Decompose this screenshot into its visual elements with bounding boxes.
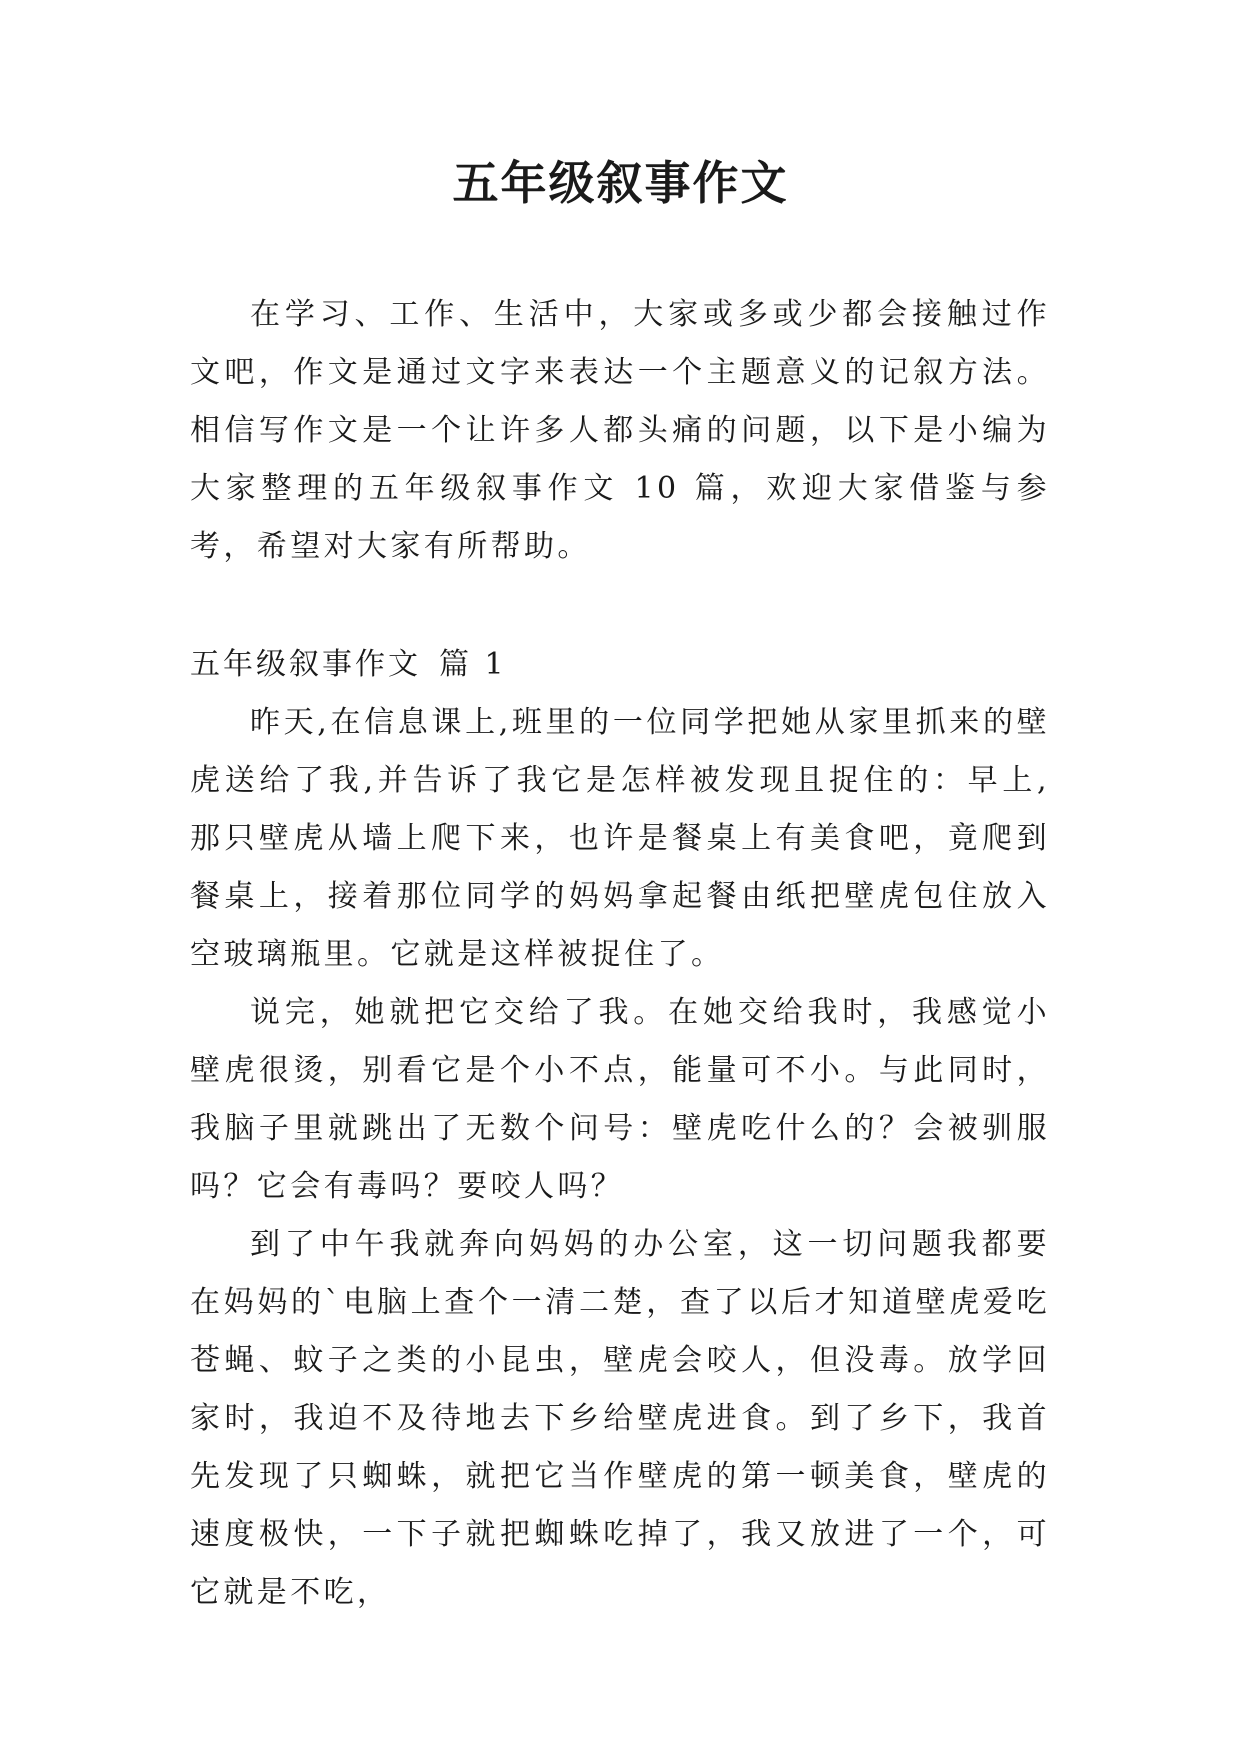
document-title: 五年级叙事作文 (452, 156, 789, 210)
section-heading-title: 五年级叙事作文 (190, 647, 421, 682)
section-paragraph-1: 昨天,在信息课上,班里的一位同学把她从家里抓来的壁虎送给了我,并告诉了我它是怎样被发现且捉住的：早上,那只壁虎从墙上爬下来，也许是餐桌上有美食吧，竟爬到餐桌上，接着那位同学的妈妈拿起餐由纸把壁虎包住放入空玻璃瓶里。它就是这样被捉住了。 (190, 705, 1050, 972)
section-heading (190, 636, 507, 694)
section-paragraph-2: 说完，她就把它交给了我。在她交给我时，我感觉小壁虎很烫，别看它是个小不点，能量可不小。与此同时，我脑子里就跳出了无数个问号：壁虎吃什么的？会被驯服吗？它会有毒吗？要咬人吗？ (190, 995, 1050, 1204)
intro-paragraph: 在学习、工作、生活中，大家或多或少都会接触过作文吧，作文是通过文字来表达一个主题意义的记叙方法。相信写作文是一个让许多人都头痛的问题，以下是小编为大家整理的五年级叙事作文 10 篇，欢迎大家借鉴与参考，希望对大家有所帮助。 (190, 297, 1050, 564)
section-paragraph-3: 到了中午我就奔向妈妈的办公室，这一切问题我都要在妈妈的`电脑上查个一清二楚，查了以后才知道壁虎爱吃苍蝇、蚊子之类的小昆虫，壁虎会咬人，但没毒。放学回家时，我迫不及待地去下乡给壁虎进食。到了乡下，我首先发现了只蜘蛛，就把它当作壁虎的第一顿美食，壁虎的速度极快，一下子就把蜘蛛吃掉了，我又放进了一个，可它就是不吃， (190, 1227, 1050, 1610)
section-heading-number: 篇 1 (439, 647, 507, 682)
